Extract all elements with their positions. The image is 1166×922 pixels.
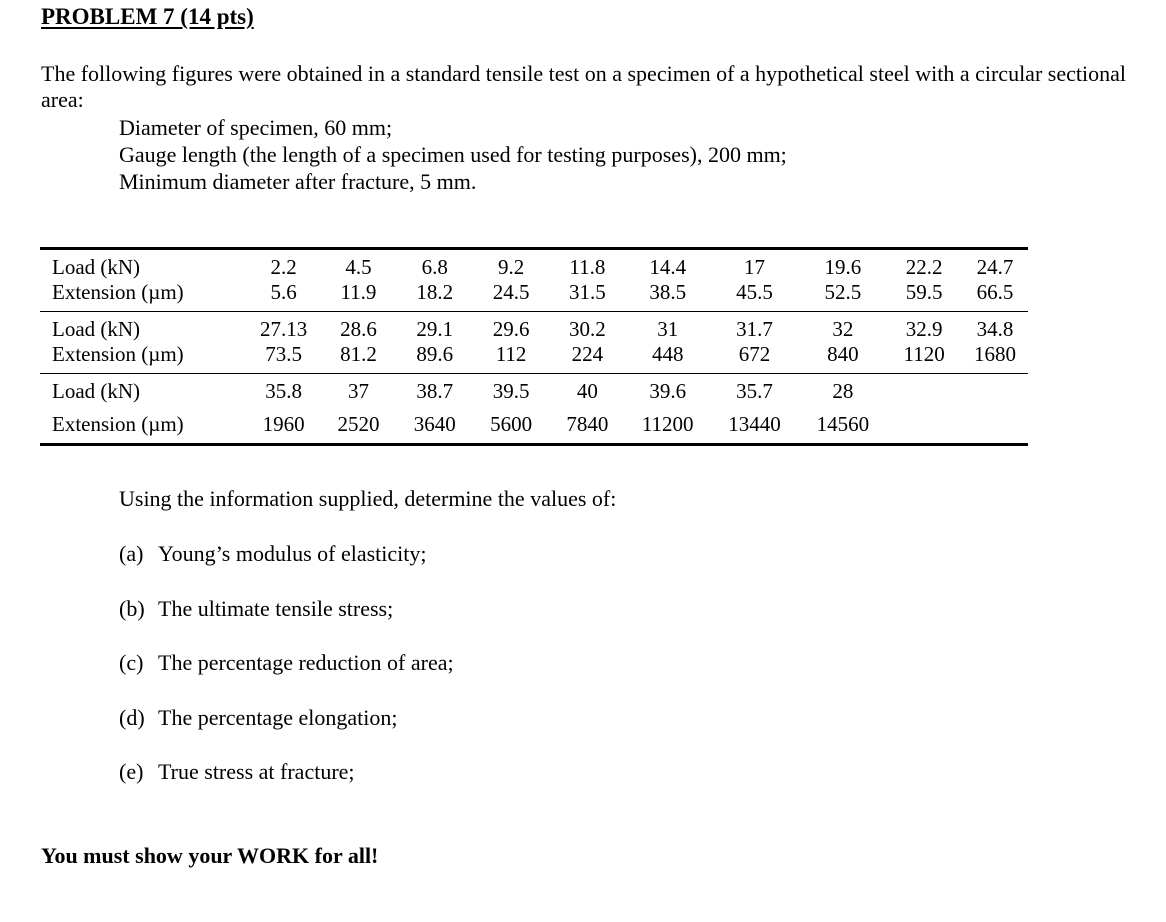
load-cell: 35.7 [710, 374, 800, 405]
load-cell: 24.7 [962, 249, 1028, 281]
extension-cell: 66.5 [976, 280, 1014, 304]
load-cell: 22.2 [886, 249, 962, 281]
extension-cell [962, 404, 1028, 445]
extension-cell: 112 [495, 342, 527, 366]
load-cell: 37 [321, 374, 397, 405]
part-letter: (c) [119, 650, 144, 675]
extension-cell: 3640 [396, 404, 473, 445]
load-cell: 19.6 [799, 249, 886, 281]
extension-cell: 31.5 [569, 280, 606, 304]
part-e [119, 759, 454, 814]
extension-cell: 52.5 [824, 280, 862, 304]
load-cell: 29.6 [473, 312, 549, 343]
table-row-extension [40, 404, 1028, 445]
extension-cell: 1960 [247, 404, 321, 445]
extension-cell: 5600 [473, 404, 549, 445]
extension-row-label: Extension (µm) [52, 342, 184, 366]
part-letter: (e) [119, 759, 144, 784]
question-parts [119, 541, 454, 814]
load-row-label: Load (kN) [40, 312, 247, 343]
load-cell: 17 [710, 249, 800, 281]
extension-row-label: Extension (µm) [40, 404, 247, 445]
part-letter: (d) [119, 704, 145, 730]
table-row-load [40, 312, 1028, 343]
footer-instruction: You must show your WORK for all! [41, 843, 379, 868]
extension-cell: 59.5 [905, 280, 943, 304]
extension-cell: 1120 [903, 342, 945, 366]
load-cell: 32.9 [886, 312, 962, 343]
question-prompt: Using the information supplied, determine the values of: [119, 486, 617, 511]
extension-cell: 18.2 [416, 280, 454, 304]
load-cell: 4.5 [321, 249, 397, 281]
extension-cell: 1680 [974, 342, 1017, 366]
part-text: The ultimate tensile stress; [158, 595, 394, 621]
load-cell: 28 [799, 374, 886, 405]
extension-cell: 14560 [799, 404, 886, 445]
part-a [119, 541, 454, 596]
load-cell: 6.8 [396, 249, 473, 281]
load-cell: 11.8 [549, 249, 626, 281]
spec-gauge-length: Gauge length (the length of a specimen used for testing purposes), 200 mm; [119, 142, 787, 167]
load-row-label: Load (kN) [40, 249, 247, 281]
extension-cell: 81.2 [340, 342, 377, 366]
extension-cell: 11200 [626, 404, 710, 445]
extension-row-label: Extension (µm) [52, 280, 184, 304]
load-cell: 31.7 [710, 312, 800, 343]
part-b [119, 596, 454, 651]
load-cell: 39.5 [473, 374, 549, 405]
extension-cell: 13440 [710, 404, 800, 445]
table-row-load [40, 374, 1028, 405]
extension-cell: 2520 [321, 404, 397, 445]
extension-cell: 224 [571, 342, 604, 366]
load-cell: 2.2 [247, 249, 321, 281]
part-text: The percentage elongation; [158, 704, 398, 730]
load-cell: 29.1 [396, 312, 473, 343]
extension-cell: 45.5 [736, 280, 773, 304]
problem-title: PROBLEM 7 (14 pts) [41, 4, 254, 29]
load-cell: 9.2 [473, 249, 549, 281]
extension-cell: 11.9 [340, 280, 377, 304]
table-row-extension [40, 280, 1028, 312]
load-cell: 30.2 [549, 312, 626, 343]
load-cell: 28.6 [321, 312, 397, 343]
extension-cell: 672 [738, 342, 771, 366]
extension-cell: 38.5 [649, 280, 687, 304]
extension-cell: 448 [651, 342, 684, 366]
part-text: True stress at fracture; [158, 759, 355, 784]
load-cell: 40 [549, 374, 626, 405]
load-cell: 39.6 [626, 374, 710, 405]
part-d [119, 705, 454, 760]
intro-paragraph: The following figures were obtained in a standard tensile test on a specimen of a hypothetical steel with a circular sectional area: [41, 61, 1126, 112]
part-text: Young’s modulus of elasticity; [158, 541, 427, 566]
load-row-label: Load (kN) [40, 374, 247, 405]
extension-cell: 24.5 [492, 280, 530, 304]
load-cell: 32 [799, 312, 886, 343]
extension-cell [886, 404, 962, 445]
tensile-data-table [40, 247, 1028, 446]
extension-cell: 73.5 [265, 342, 302, 366]
extension-cell: 89.6 [416, 342, 454, 366]
table-row-load [40, 249, 1028, 281]
extension-cell: 5.6 [270, 280, 297, 304]
load-cell: 34.8 [962, 312, 1028, 343]
table-row-extension [40, 342, 1028, 374]
load-cell: 38.7 [396, 374, 473, 405]
part-letter: (a) [119, 541, 144, 566]
load-cell: 14.4 [626, 249, 710, 281]
load-cell [886, 374, 962, 405]
spec-diameter: Diameter of specimen, 60 mm; [119, 115, 393, 140]
part-c [119, 650, 454, 705]
spec-min-diameter: Minimum diameter after fracture, 5 mm. [119, 169, 477, 194]
load-cell [962, 374, 1028, 405]
specimen-specs [119, 114, 787, 195]
extension-cell: 7840 [549, 404, 626, 445]
load-cell: 31 [626, 312, 710, 343]
load-cell: 27.13 [247, 312, 321, 343]
load-cell: 35.8 [247, 374, 321, 405]
part-text: The percentage reduction of area; [158, 650, 454, 675]
part-letter: (b) [119, 595, 145, 621]
extension-cell: 840 [827, 342, 859, 366]
